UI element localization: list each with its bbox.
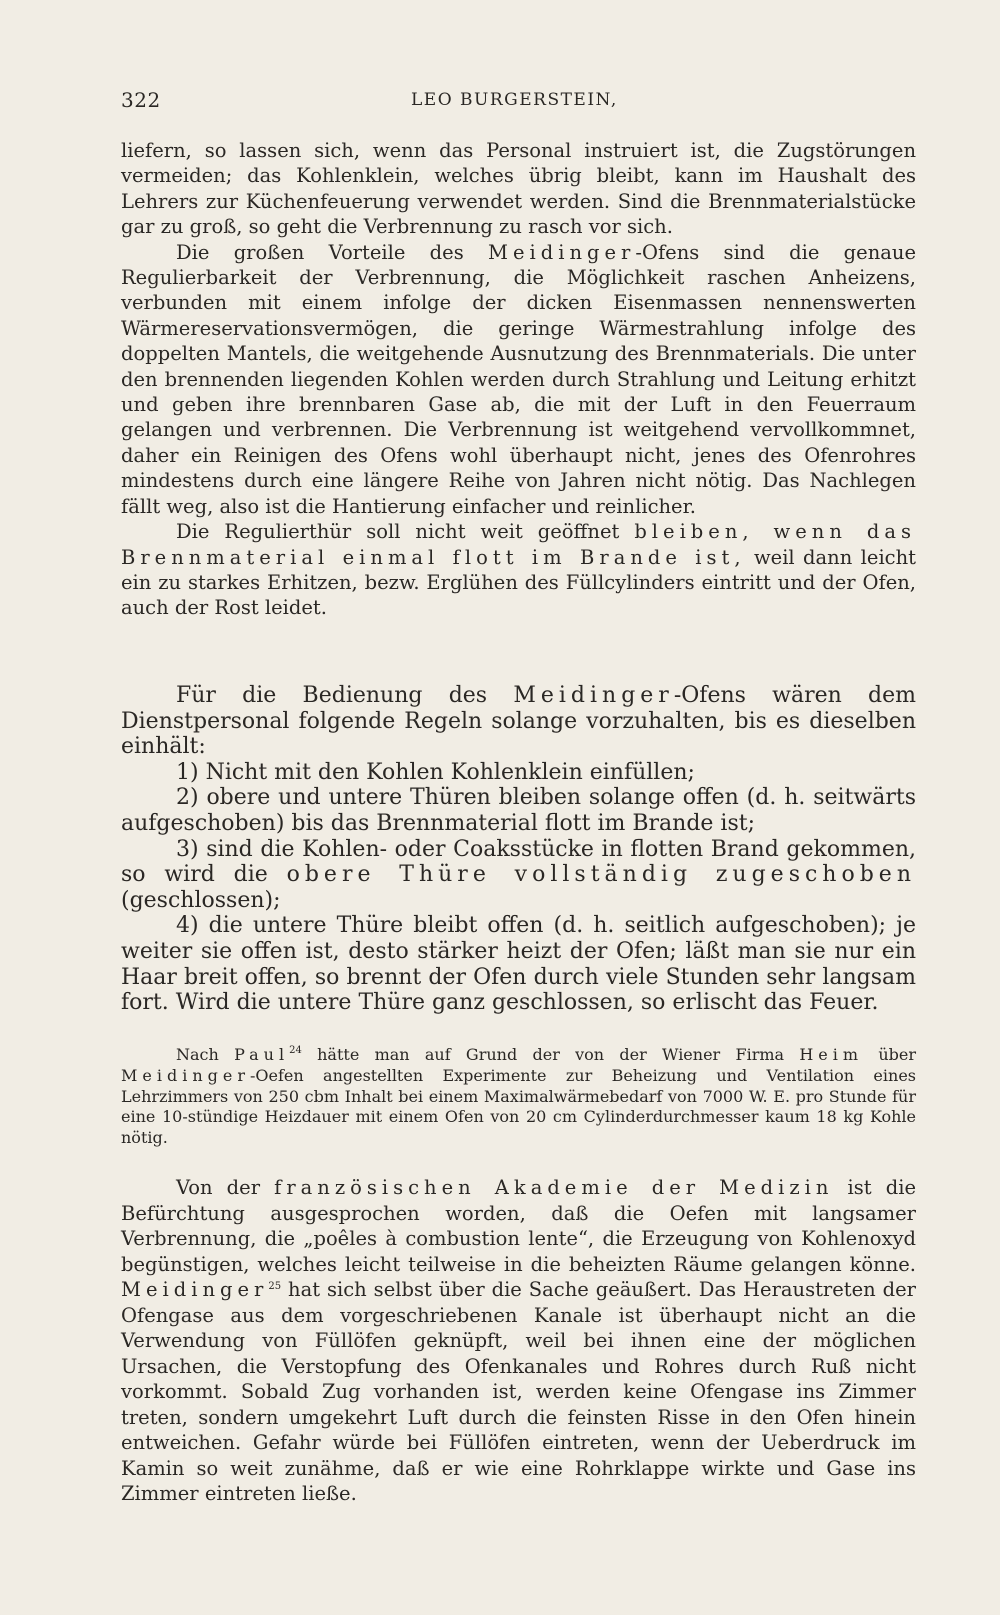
footnote-ref-24: 24 [289,1045,302,1056]
note-paul [121,1045,916,1149]
text-block-upper [121,138,916,621]
text-run: -Ofens sind die genaue Regulierbarkeit der Verbrennung, die Möglichkeit raschen Anheizens, verbunden mit einem infolge der dicken Eisenmassen nennenswerten Wärmereservationsvermögen, die geringe Wärmestrahlung infolge des doppelten Mantels, die weitgehende Ausnutzung des Brennmaterials. Die unter den brennenden liegenden Kohlen werden durch Strahlung und Leitung erhitzt und geben ihre brennbaren Gase ab, die mit der Luft in den Feuerraum gelangen und verbrennen. Die Verbrennung ist weitgehend vervollkommnet, daher ein Reinigen des Ofens wohl überhaupt nicht, jenes des Ofenrohres mindestens durch eine längere Reihe von Jahren nicht nötig. Das Nachlegen fällt weg, also ist die Hantierung einfacher und reinlicher. [121,240,916,518]
spaced-name-akademie: französischen Akademie der Medizin [274,1176,834,1199]
text-run: weil dann leicht ein zu starkes Erhitzen, bezw. Erglühen des Füllcylinders eintritt und der Ofen, auch der Rost leidet. [121,545,916,620]
text-run: -Oefen angestellten Experimente zur Beheizung und Ventilation eines Lehrzimmers von 250 cbm Inhalt bei einem Maximalwärmebedarf von 7000 W. E. pro Stunde für eine 10-stündige Heizdauer mit einem Ofen von 20 cm Cylinderdurchmesser kaum 18 kg Kohle nötig. [121,1065,916,1148]
note-block [121,1045,916,1149]
text-run: Von der [176,1176,275,1199]
text-run: hätte man auf Grund der von der Wiener Firma [301,1045,800,1064]
text-run: Die Regulierthür soll nicht weit geöffnet [176,520,635,544]
paragraph-continuation: liefern, so lassen sich, wenn das Personal instruiert ist, die Zugstörungen vermeiden; das Kohlenklein, welches übrig bleibt, kann im Haushalt des Lehrers zur Küchenfeuerung verwendet werden. Sind die Brennmaterialstücke gar zu groß, so geht die Verbrennung zu rasch vor sich. [121,139,916,239]
paragraph-meidinger-advantages [121,240,916,519]
running-title: LEO BURGERSTEIN, [411,90,618,110]
footnote-ref-25: 25 [268,1281,282,1292]
page-number: 322 [121,88,161,112]
spaced-name-heim: Heim [799,1045,864,1064]
rule-item-3 [121,837,916,914]
spaced-name-meidinger: Meidinger [513,683,674,708]
rule-item-2: 2) obere und untere Thüren bleiben solange offen (d. h. seitwärts aufgeschoben) bis das Brennmaterial flott im Brande ist; [121,785,916,836]
text-run: (geschlossen); [121,887,281,913]
spaced-emphasis: obere Thüre vollständig zugeschoben [286,862,916,888]
rule-item-4: 4) die untere Thüre bleibt offen (d. h. seitlich aufgeschoben); je weiter sie offen ist, desto stärker heizt der Ofen; läßt man sie nur ein Haar breit offen, so brennt der Ofen durch viele Stunden sehr langsam fort. Wird die untere Thüre ganz geschlossen, so erlischt das Feuer. [121,913,916,1016]
spaced-name-meidinger: Meidinger [121,1278,269,1301]
paragraph-akademie [121,1175,916,1507]
rules-block [121,683,916,1016]
spaced-emphasis: bleiben, wenn das Brennmaterial einmal flott im Brande ist, [121,520,916,569]
text-run: Für die Bedienung des [176,683,514,708]
paragraph-regulierthuer [121,519,916,621]
text-run: ist die Befürchtung ausgesprochen worden, daß die Oefen mit langsamer Verbrennung, die „poêles à combustion lente“, die Erzeugung von Kohlenoxyd begünstigen, welches leicht teilweise in die beheizten Räume gelangen könne. [121,1176,916,1276]
text-run: hat sich selbst über die Sache geäußert. Das Heraustreten der Ofengase aus dem vorgeschriebenen Kanale ist überhaupt nicht an die Verwendung von Füllöfen geknüpft, weil bei ihnen eine der möglichen Ursachen, die Verstopfung des Ofenkanales und Rohres durch Ruß nicht vorkommt. Sobald Zug vorhanden ist, werden keine Ofengase ins Zimmer treten, sondern umgekehrt Luft durch die feinsten Risse in den Ofen hinein entweichen. Gefahr würde bei Füllöfen eintreten, wenn der Ueberdruck im Kamin so weit zunähme, daß er wie eine Rohrklappe wirkte und Gase ins Zimmer eintreten ließe. [121,1278,916,1505]
rules-intro [121,683,916,760]
text-run: Nach [176,1045,235,1064]
rule-item-1: 1) Nicht mit den Kohlen Kohlenklein einfüllen; [176,759,695,785]
text-run: -Ofens wären dem Dienstpersonal folgende Regeln solange vorzuhalten, bis es dieselben einhält: [121,683,916,760]
spaced-name-paul: Paul [234,1045,290,1064]
text-block-lower [121,1175,916,1507]
text-run: 3) sind die Kohlen- oder Coaksstücke in flotten Brand gekommen, so wird die [121,836,916,888]
spaced-name-meidinger: Meidinger [121,1065,250,1085]
spaced-name-meidinger: Meidinger [488,240,636,264]
text-run: über [863,1045,917,1064]
text-run: Die großen Vorteile des [176,240,488,264]
page-header [121,88,916,116]
